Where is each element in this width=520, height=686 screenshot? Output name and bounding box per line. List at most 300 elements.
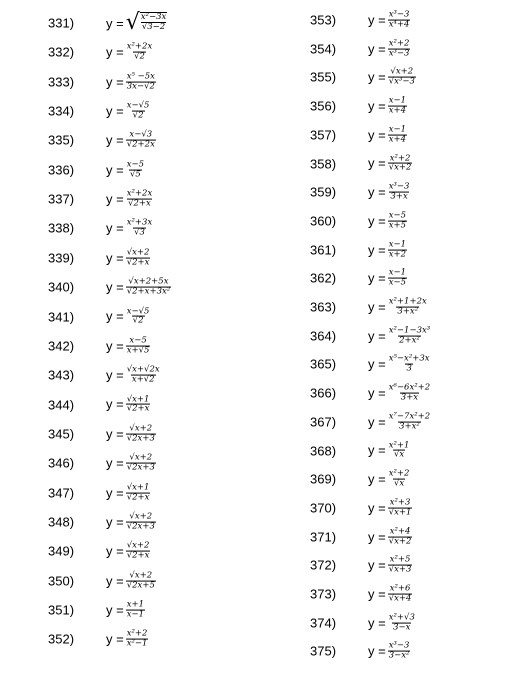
denominator: √2+x: [126, 550, 150, 561]
exercise-number: 372): [310, 557, 337, 573]
numerator: x²−3x: [140, 12, 167, 22]
fraction: [388, 527, 413, 546]
denominator: √2+x+3x²: [126, 286, 171, 297]
exercise-number: 345): [48, 426, 75, 442]
exercise-item: [260, 5, 520, 35]
equation: [106, 43, 153, 62]
expression: [388, 211, 407, 230]
equation: [368, 183, 410, 202]
fraction: [126, 72, 156, 91]
y-equals-label: y =: [368, 643, 386, 659]
expression: [388, 269, 407, 288]
numerator: √x+2: [129, 452, 153, 463]
numerator: x²+2x: [126, 41, 153, 52]
exercise-number: 350): [48, 573, 75, 589]
y-equals-label: y =: [106, 279, 124, 295]
denominator: 3+x²: [397, 306, 419, 317]
denominator: √2: [132, 110, 144, 121]
y-equals-label: y =: [106, 103, 124, 119]
y-equals-label: y =: [368, 299, 386, 315]
numerator: x−√5: [126, 100, 150, 111]
numerator: √x+√2x: [126, 364, 160, 375]
y-equals-label: y =: [106, 485, 124, 501]
exercise-number: 374): [310, 615, 337, 631]
fraction: [126, 513, 156, 532]
exercise-number: 348): [48, 514, 75, 530]
expression: [388, 183, 411, 202]
expression: [126, 12, 168, 34]
y-equals-label: y =: [106, 15, 124, 31]
numerator: √x+2: [129, 570, 153, 581]
denominator: x−1: [126, 609, 145, 620]
fraction: [388, 154, 413, 173]
denominator: √2: [134, 51, 145, 62]
y-equals-label: y =: [368, 471, 386, 487]
numerator: √x+2+5x: [128, 276, 169, 287]
numerator: x³−3: [388, 9, 410, 20]
denominator: √x+2: [388, 163, 412, 173]
fraction: [126, 483, 151, 502]
numerator: x−5: [388, 210, 407, 221]
exercise-number: 335): [48, 132, 75, 148]
fraction: [388, 240, 407, 259]
numerator: x²+3: [389, 497, 411, 508]
expression: [126, 190, 154, 209]
expression: [388, 240, 407, 259]
fraction: [388, 125, 407, 144]
exercise-number: 339): [48, 250, 75, 266]
exercise-item: [0, 566, 260, 596]
equation: [368, 441, 410, 460]
equation: [368, 470, 410, 489]
numerator: √x+2: [126, 540, 150, 551]
exercise-item: [0, 155, 260, 185]
exercise-number: 338): [48, 220, 75, 236]
fraction: [388, 326, 431, 345]
y-equals-label: y =: [106, 631, 124, 647]
exercise-number: 366): [310, 385, 337, 401]
exercise-number: 343): [48, 367, 75, 383]
fraction: [126, 102, 151, 121]
exercise-number: 331): [48, 15, 75, 31]
y-equals-label: y =: [106, 455, 124, 471]
numerator: x³−3: [388, 181, 410, 192]
exercise-item: [260, 235, 520, 265]
fraction: [126, 160, 145, 179]
y-equals-label: y =: [106, 367, 124, 383]
denominator: √x³−3: [388, 76, 415, 87]
expression: [388, 642, 411, 661]
numerator: x³−3: [388, 640, 410, 651]
numerator: x−√5: [126, 306, 150, 317]
fraction: [126, 571, 156, 590]
numerator: x²+2x: [126, 188, 153, 199]
fraction: [388, 498, 413, 517]
equation: [106, 601, 145, 620]
y-equals-label: y =: [368, 242, 386, 258]
exercise-item: [260, 91, 520, 121]
equation: [368, 97, 407, 116]
equation: [106, 190, 153, 209]
y-equals-label: y =: [368, 586, 386, 602]
equation: [368, 298, 428, 317]
expression: [126, 513, 156, 532]
equation: [368, 355, 431, 374]
expression: [126, 102, 151, 121]
exercise-item: [260, 149, 520, 179]
fraction: [388, 68, 416, 87]
denominator: x−5: [388, 277, 407, 288]
exercise-number: 344): [48, 397, 75, 413]
exercise-item: [0, 243, 260, 273]
exercise-item: [260, 120, 520, 150]
equation: [106, 72, 156, 91]
fraction: [388, 183, 411, 202]
equation: [368, 68, 416, 87]
exercise-item: [260, 349, 520, 379]
exercise-item: [260, 263, 520, 293]
equation: [106, 630, 148, 649]
denominator: 3+x: [400, 392, 419, 403]
denominator: x+2: [388, 249, 407, 260]
y-equals-label: y =: [106, 543, 124, 559]
denominator: 3−x: [393, 622, 411, 633]
equation: [106, 12, 167, 34]
y-equals-label: y =: [106, 220, 124, 236]
expression: [388, 326, 431, 345]
y-equals-label: y =: [106, 338, 124, 354]
fraction: [388, 585, 413, 604]
equation: [106, 366, 161, 385]
denominator: √2+2x: [126, 139, 155, 150]
equation: [368, 211, 407, 230]
numerator: x−1: [388, 124, 407, 135]
equation: [368, 125, 407, 144]
exercise-item: [260, 378, 520, 408]
y-equals-label: y =: [106, 573, 124, 589]
y-equals-label: y =: [368, 98, 386, 114]
equation: [106, 454, 156, 473]
y-equals-label: y =: [106, 309, 124, 324]
equation: [106, 513, 156, 532]
y-equals-label: y =: [368, 12, 386, 28]
fraction: [126, 219, 154, 238]
exercise-number: 333): [48, 74, 75, 90]
fraction: [140, 12, 168, 34]
numerator: x⁶−6x²+2: [388, 382, 431, 393]
denominator: √x+3: [388, 564, 412, 575]
numerator: x−1: [388, 239, 407, 250]
expression: [126, 542, 151, 561]
denominator: 3+x²: [399, 421, 420, 432]
denominator: √x+2: [388, 536, 412, 547]
equation: [368, 498, 412, 517]
exercise-item: [0, 272, 260, 302]
denominator: x+√5: [126, 345, 150, 356]
exercise-number: 352): [48, 631, 75, 647]
expression: [388, 441, 411, 460]
fraction: [126, 278, 171, 297]
fraction: [126, 630, 149, 649]
denominator: √x+4: [388, 593, 412, 604]
exercise-item: [0, 624, 260, 654]
fraction: [388, 211, 407, 230]
denominator: 3+x: [390, 191, 408, 202]
exercise-number: 341): [48, 309, 75, 324]
fraction: [126, 366, 161, 385]
equation: [368, 39, 410, 58]
equation: [106, 542, 150, 561]
exercise-item: [0, 96, 260, 126]
numerator: √x+2: [126, 247, 150, 258]
exercise-number: 353): [310, 12, 337, 28]
denominator: √2+x: [126, 492, 150, 503]
fraction: [388, 384, 431, 403]
y-equals-label: y =: [106, 44, 124, 60]
numerator: x−1: [388, 95, 407, 106]
expression: [388, 97, 407, 116]
equation: [368, 642, 410, 661]
expression: [388, 68, 416, 87]
equation: [106, 278, 171, 297]
expression: [388, 154, 413, 173]
numerator: x²+1+2x: [388, 296, 427, 307]
y-equals-label: y =: [106, 74, 124, 90]
y-equals-label: y =: [368, 184, 386, 200]
exercise-item: [0, 507, 260, 537]
expression: [126, 366, 161, 385]
denominator: x+4: [388, 134, 407, 145]
expression: [388, 613, 416, 632]
exercise-number: 361): [310, 242, 337, 258]
expression: [126, 219, 154, 238]
expression: [388, 355, 431, 374]
exercise-item: [260, 636, 520, 666]
equation: [368, 154, 412, 173]
denominator: √x+1: [388, 507, 412, 518]
exercise-number: 362): [310, 270, 337, 286]
numerator: x+1: [126, 599, 145, 610]
equation: [368, 11, 410, 30]
expression: [126, 160, 145, 179]
equation: [368, 326, 431, 345]
y-equals-label: y =: [106, 514, 124, 530]
exercise-item: [260, 34, 520, 64]
denominator: √2: [132, 316, 144, 326]
fraction: [126, 336, 151, 355]
denominator: √2x+3: [126, 521, 155, 532]
expression: [388, 585, 413, 604]
exercise-number: 363): [310, 299, 337, 315]
fraction: [126, 395, 151, 414]
exercise-item: [260, 436, 520, 466]
expression: [126, 43, 154, 62]
exercise-number: 365): [310, 356, 337, 372]
denominator: x+√2: [131, 374, 155, 385]
denominator: √3: [134, 227, 145, 238]
expression: [126, 454, 156, 473]
fraction: [126, 424, 156, 443]
equation: [106, 307, 150, 326]
fraction: [126, 454, 156, 473]
expression: [388, 125, 407, 144]
exercise-number: 367): [310, 414, 337, 430]
exercise-number: 355): [310, 69, 337, 85]
exercise-number: 332): [48, 44, 75, 60]
numerator: x²+2: [388, 468, 410, 479]
exercise-item: [260, 579, 520, 609]
y-equals-label: y =: [368, 328, 386, 344]
exercise-number: 351): [48, 602, 75, 618]
equation: [368, 384, 431, 403]
exercise-item: [260, 321, 520, 351]
exercise-item: [0, 419, 260, 449]
y-equals-label: y =: [368, 127, 386, 143]
exercise-item: [260, 464, 520, 494]
exercise-number: 357): [310, 127, 337, 143]
exercise-number: 360): [310, 213, 337, 229]
equation: [106, 160, 145, 179]
exercise-item: [260, 292, 520, 322]
denominator: √2x+3: [126, 462, 155, 473]
equation: [368, 269, 407, 288]
numerator: x²+2: [389, 153, 411, 164]
fraction: [388, 11, 411, 30]
exercise-item: [260, 522, 520, 552]
exercise-number: 347): [48, 485, 75, 501]
expression: [388, 384, 431, 403]
fraction: [388, 613, 416, 632]
denominator: √3−2: [141, 21, 166, 32]
equation: [106, 248, 150, 267]
equation: [106, 571, 156, 590]
exercise-item: [0, 448, 260, 478]
exercise-number: 346): [48, 455, 75, 471]
denominator: x²−1: [126, 638, 148, 649]
expression: [388, 412, 431, 431]
fraction: [388, 39, 411, 58]
expression: [126, 424, 156, 443]
exercise-item: [0, 478, 260, 508]
expression: [126, 571, 156, 590]
expression: [126, 395, 151, 414]
fraction: [126, 43, 154, 62]
y-equals-label: y =: [106, 602, 124, 618]
numerator: x²+1: [388, 440, 410, 451]
exercise-item: [0, 390, 260, 420]
expression: [126, 72, 156, 91]
denominator: √2+x: [126, 404, 150, 415]
denominator: 3−x²: [388, 650, 410, 661]
fraction: [388, 412, 431, 431]
exercise-number: 371): [310, 529, 337, 545]
exercise-number: 370): [310, 500, 337, 516]
y-equals-label: y =: [368, 414, 386, 430]
y-equals-label: y =: [106, 397, 124, 413]
fraction: [126, 190, 154, 209]
exercise-number: 364): [310, 328, 337, 344]
denominator: 2+x²: [399, 335, 420, 346]
equation: [368, 585, 412, 604]
exercise-item: [0, 595, 260, 625]
equation: [106, 336, 150, 355]
denominator: 3: [406, 363, 412, 374]
numerator: x−√3: [129, 129, 153, 140]
y-equals-label: y =: [368, 270, 386, 286]
denominator: √2+x: [126, 257, 150, 268]
exercise-item: [0, 125, 260, 155]
exercise-number: 356): [310, 98, 337, 114]
numerator: √x+2: [390, 66, 414, 77]
y-equals-label: y =: [368, 557, 386, 573]
y-equals-label: y =: [106, 132, 124, 148]
exercise-item: [0, 302, 260, 332]
y-equals-label: y =: [368, 443, 386, 458]
numerator: √x+2: [129, 423, 153, 434]
numerator: x²+3x: [126, 218, 153, 229]
denominator: √2+x: [128, 198, 151, 209]
y-equals-label: y =: [106, 250, 124, 266]
exercise-number: 369): [310, 471, 337, 487]
y-equals-label: y =: [106, 426, 124, 442]
equation: [106, 424, 156, 443]
expression: [388, 298, 428, 317]
equation: [368, 527, 412, 546]
numerator: x²+2: [388, 38, 410, 49]
fraction: [388, 355, 431, 374]
y-equals-label: y =: [368, 156, 386, 171]
exercise-item: [0, 67, 260, 97]
numerator: x⁷−7x²+2: [388, 411, 431, 422]
exercise-number: 375): [310, 643, 337, 659]
denominator: √2x+5: [126, 580, 155, 591]
exercise-number: 349): [48, 543, 75, 559]
y-equals-label: y =: [368, 529, 386, 545]
denominator: x+5: [388, 220, 407, 231]
numerator: x²+5: [389, 554, 411, 565]
y-equals-label: y =: [368, 213, 386, 229]
expression: [388, 527, 413, 546]
equation: [106, 395, 150, 414]
fraction: [126, 601, 145, 620]
expression: [388, 556, 413, 575]
numerator: x⁵ −5x: [126, 71, 155, 82]
denominator: x⁴+4: [388, 19, 410, 30]
exercise-item: [0, 536, 260, 566]
fraction: [126, 131, 156, 150]
exercise-number: 340): [48, 279, 75, 295]
exercise-number: 373): [310, 586, 337, 602]
exercise-number: 337): [48, 191, 75, 207]
radical-sign: √: [125, 10, 140, 35]
fraction: [388, 298, 428, 317]
expression: [388, 39, 411, 58]
expression: [126, 601, 145, 620]
exercise-number: 358): [310, 156, 337, 171]
exercise-item: [0, 184, 260, 214]
exercise-item: [0, 360, 260, 390]
fraction: [388, 269, 407, 288]
equation: [106, 102, 150, 121]
denominator: √x: [393, 450, 405, 460]
expression: [126, 483, 151, 502]
fraction: [388, 97, 407, 116]
numerator: x²−1−3x³: [388, 325, 431, 336]
numerator: x²+√3: [388, 612, 415, 623]
y-equals-label: y =: [106, 162, 124, 178]
equation: [368, 412, 431, 431]
fraction: [126, 542, 151, 561]
